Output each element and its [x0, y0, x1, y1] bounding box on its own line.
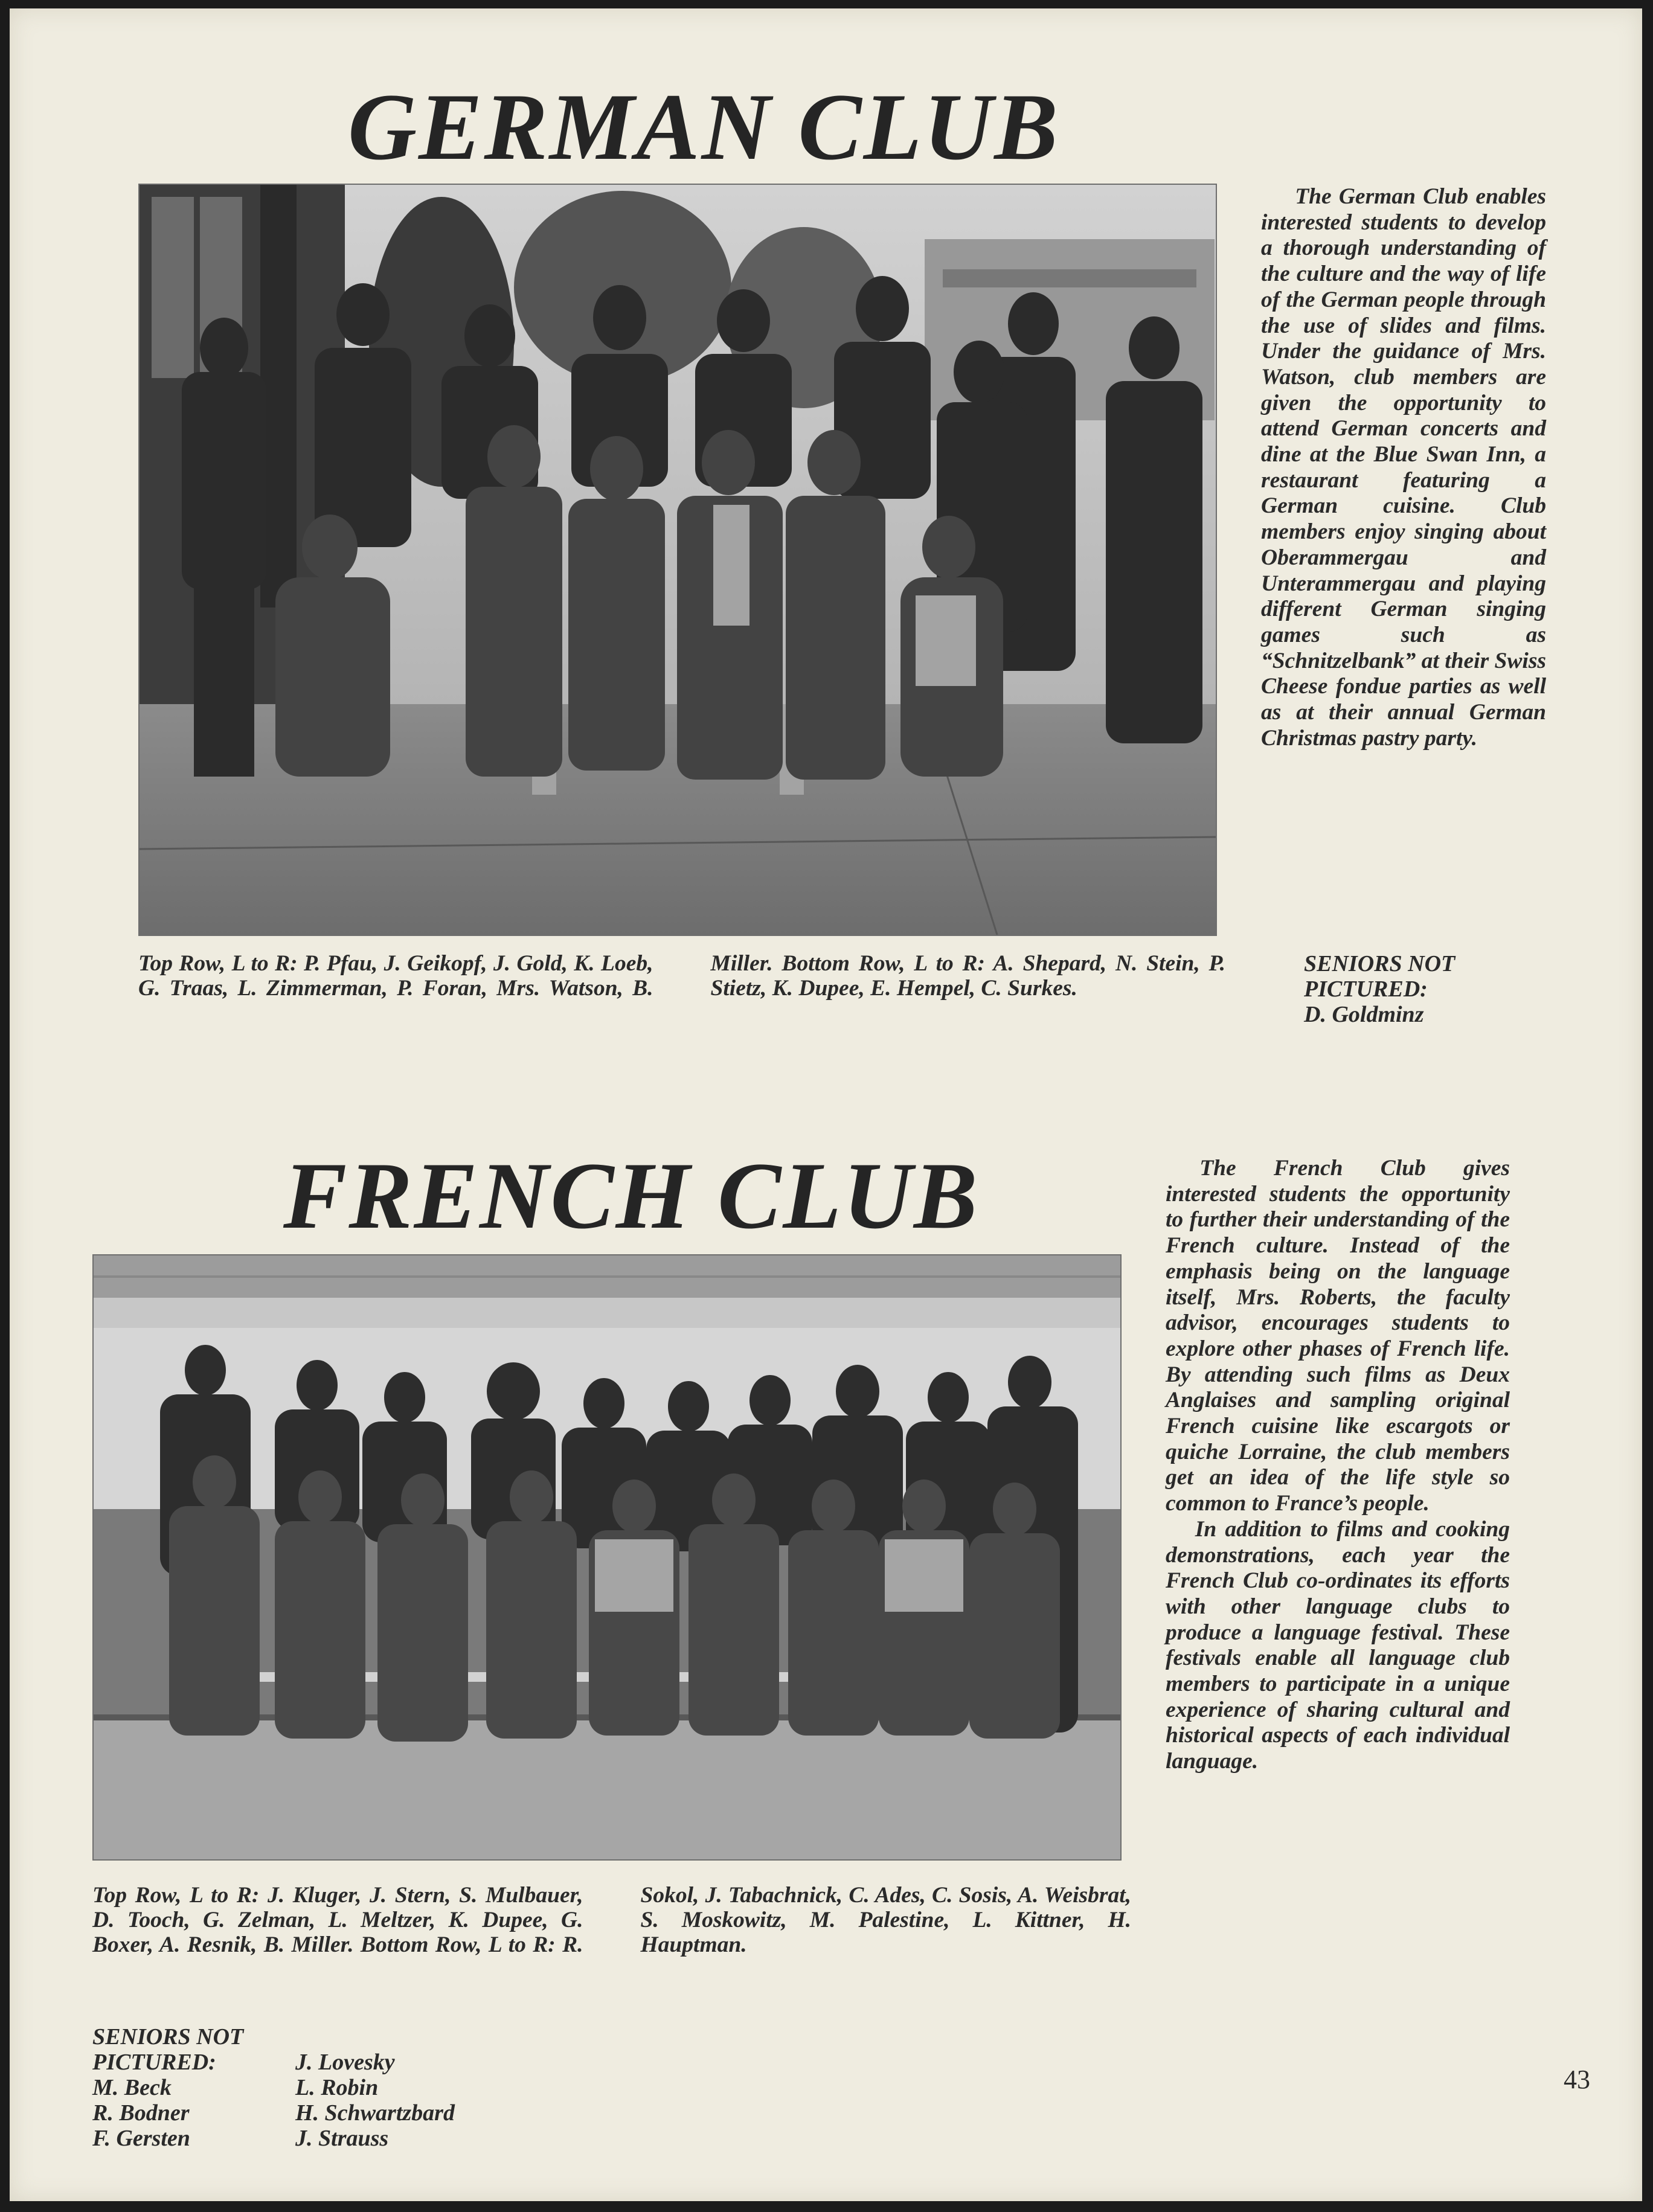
- french-club-description: [1166, 1156, 1510, 1775]
- german-club-caption: Top Row, L to R: P. Pfau, J. Geikopf, J. Gold, K. Loeb, G. Traas, L. Zimmerman, P. Foran, Mrs. Watson, B. Miller. Bottom Row, L to R: A. Shepard, N. Stein, P. Stietz, K. Dupee, E. Hempel, C. Surkes.: [138, 951, 1225, 1001]
- senior-name: D. Goldminz: [1304, 1002, 1424, 1027]
- senior-name: J. Lovesky: [295, 2050, 395, 2075]
- german-club-photo-drawing: [140, 185, 1216, 935]
- french-club-photo-drawing: [94, 1255, 1120, 1859]
- french-club-description-p1: The French Club gives interested students the opportunity to further their understanding of the French culture. Instead of the emphasis being on the language itself, Mrs. Roberts, the faculty advisor, encourages students to explore other phases of French life. By attending such films as Deux Anglaises and sampling original French cuisine like escargots or quiche Lorraine, the club members get an idea of the life style so common to France’s people.: [1166, 1156, 1510, 1516]
- french-club-description-p2: In addition to films and cooking demonstrations, each year the French Club co-ordinates its efforts with other language clubs to produce a language festival. These festivals enable all language club members to participate in a unique experience of sharing cultural and historical aspects of each individual language.: [1166, 1516, 1510, 1774]
- seniors-label-line1: SENIORS NOT: [1304, 951, 1456, 976]
- french-seniors-column-1: [92, 2075, 190, 2151]
- senior-name: M. Beck: [92, 2075, 172, 2100]
- seniors-label-line2: PICTURED:: [1304, 976, 1428, 1002]
- french-club-caption: Top Row, L to R: J. Kluger, J. Stern, S. Mulbauer, D. Tooch, G. Zelman, L. Meltzer, K. Dupee, G. Boxer, A. Resnik, B. Miller. Bottom Row, L to R: R. Sokol, J. Tabachnick, C. Ades, C. Sosis, A. Weisbrat, S. Moskowitz, M. Palestine, L. Kittner, H. Hauptman.: [92, 1883, 1131, 1957]
- senior-name: J. Strauss: [295, 2126, 389, 2151]
- senior-name: H. Schwartzbard: [295, 2100, 455, 2126]
- french-seniors-column-2: [295, 2050, 455, 2151]
- german-club-description: [1261, 184, 1546, 751]
- french-club-group-photo: [92, 1254, 1122, 1861]
- german-club-title: GERMAN CLUB: [348, 74, 1060, 180]
- senior-name: R. Bodner: [92, 2100, 190, 2126]
- german-club-description-text: The German Club enables interested students to develop a thorough understanding of the culture and the way of life of the German people through the use of slides and films. Under the guidance of Mrs. Watson, club members are given the opportunity to attend German concerts and dine at the Blue Swan Inn, a restaurant featuring a German cuisine. Club members enjoy singing about Oberammergau and Unterammergau and playing different German singing games such as “Schnitzelbank” at their Swiss Cheese fondue parties as well as at their annual German Christmas pastry party.: [1261, 184, 1547, 751]
- seniors-label-line1: SENIORS NOT: [92, 2024, 244, 2050]
- yearbook-page: [10, 8, 1642, 2201]
- german-club-seniors-not-pictured: [1304, 951, 1455, 1027]
- german-club-group-photo: [138, 184, 1217, 936]
- senior-name: F. Gersten: [92, 2126, 190, 2151]
- seniors-label-line2: PICTURED:: [92, 2050, 216, 2075]
- page-number: 43: [1564, 2065, 1590, 2094]
- senior-name: L. Robin: [295, 2075, 379, 2100]
- french-club-title: FRENCH CLUB: [283, 1143, 980, 1249]
- french-club-seniors-not-pictured: [92, 2024, 243, 2075]
